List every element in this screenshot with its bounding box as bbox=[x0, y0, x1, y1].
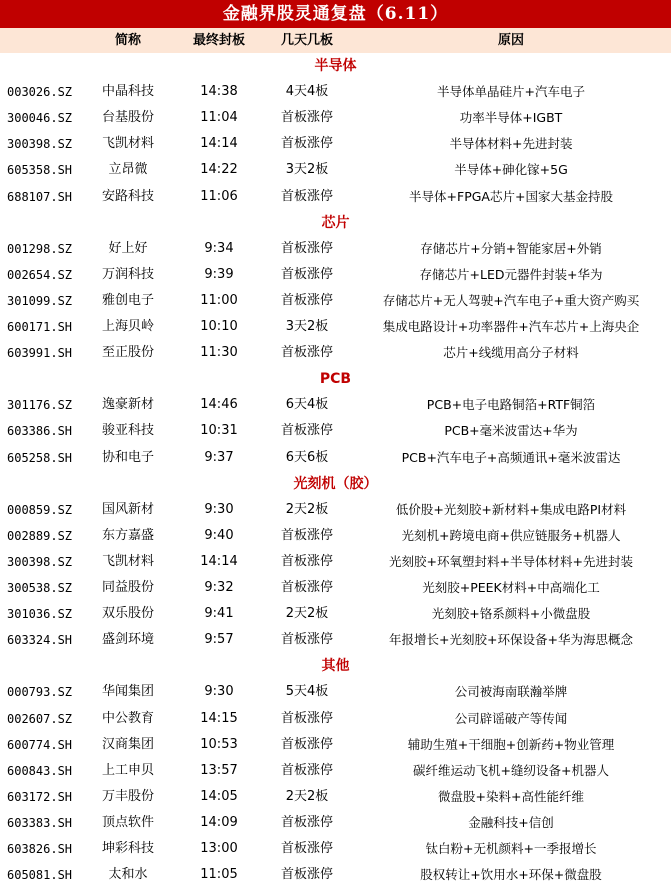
section-title: 光刻机（胶） bbox=[293, 475, 378, 492]
board-days: 首板涨停 bbox=[280, 266, 333, 282]
header-name: 简称 bbox=[114, 33, 141, 48]
stock-code: 300398.SZ bbox=[7, 554, 73, 569]
board-days: 6天6板 bbox=[285, 449, 329, 465]
stock-code: 603324.SH bbox=[7, 633, 73, 648]
stock-code: 688107.SH bbox=[7, 189, 73, 204]
reason-text: 辅助生殖+干细胞+创新药+物业管理 bbox=[407, 736, 615, 752]
seal-time: 11:30 bbox=[200, 345, 238, 361]
reason-text: PCB+汽车电子+高频通讯+毫米波雷达 bbox=[401, 449, 621, 465]
reason-text: 光刻胶+PEEK材料+中高端化工 bbox=[422, 580, 600, 595]
seal-time: 13:00 bbox=[200, 841, 238, 856]
stock-code: 000859.SZ bbox=[7, 502, 73, 517]
reason-text: 半导体+砷化镓+5G bbox=[454, 162, 568, 178]
board-days: 首板涨停 bbox=[280, 240, 333, 256]
table-row bbox=[0, 79, 671, 105]
board-days: 2天2板 bbox=[285, 606, 329, 622]
seal-time: 14:38 bbox=[200, 84, 238, 100]
header-days: 几天几板 bbox=[280, 33, 333, 48]
board-days: 首板涨停 bbox=[280, 188, 333, 204]
board-days: 4天4板 bbox=[285, 84, 329, 100]
board-days: 首板涨停 bbox=[280, 580, 333, 595]
table-row bbox=[0, 236, 671, 262]
table-row bbox=[0, 862, 671, 888]
reason-text: 集成电路设计+功率器件+汽车芯片+上海央企 bbox=[382, 319, 640, 334]
reason-text: 光刻机+跨境电商+供应链服务+机器人 bbox=[401, 527, 621, 543]
section-title: 其他 bbox=[321, 658, 350, 675]
table-row bbox=[0, 288, 671, 314]
table-row bbox=[0, 445, 671, 471]
reason-text: 半导体材料+先进封装 bbox=[449, 136, 573, 152]
seal-time: 9:41 bbox=[204, 606, 234, 622]
seal-time: 9:34 bbox=[204, 240, 234, 256]
seal-time: 11:04 bbox=[200, 110, 238, 126]
stock-name: 安路科技 bbox=[101, 188, 154, 204]
board-days: 首板涨停 bbox=[280, 814, 333, 830]
stock-name: 雅创电子 bbox=[101, 292, 154, 308]
stock-name: 立昂微 bbox=[108, 162, 148, 178]
seal-time: 9:57 bbox=[204, 632, 234, 648]
stock-name: 华闻集团 bbox=[101, 684, 154, 700]
board-days: 首板涨停 bbox=[280, 423, 333, 439]
stock-code: 002607.SZ bbox=[7, 711, 73, 726]
table-row bbox=[0, 418, 671, 444]
reason-text: 存储芯片+无人驾驶+汽车电子+重大资产购买 bbox=[382, 292, 640, 308]
seal-time: 14:46 bbox=[200, 397, 238, 413]
stock-name: 东方嘉盛 bbox=[101, 527, 154, 543]
stock-code: 603991.SH bbox=[7, 346, 73, 361]
table-row bbox=[0, 732, 671, 758]
section-title: PCB bbox=[319, 371, 352, 388]
stock-code: 600843.SH bbox=[7, 763, 73, 778]
stock-name: 双乐股份 bbox=[101, 606, 154, 622]
table-row bbox=[0, 157, 671, 183]
stock-code: 301099.SZ bbox=[7, 293, 73, 308]
table-row bbox=[0, 706, 671, 732]
seal-time: 11:00 bbox=[200, 292, 238, 308]
board-days: 2天2板 bbox=[285, 501, 329, 517]
table-row bbox=[0, 784, 671, 810]
board-days: 首板涨停 bbox=[280, 632, 333, 648]
section-title: 半导体 bbox=[314, 58, 357, 74]
stock-name: 台基股份 bbox=[101, 110, 154, 126]
seal-time: 14:14 bbox=[200, 553, 238, 569]
seal-time: 14:15 bbox=[200, 710, 238, 726]
reason-text: 光刻胶+铬系颜料+小微盘股 bbox=[431, 606, 591, 622]
seal-time: 14:22 bbox=[200, 162, 238, 178]
board-days: 首板涨停 bbox=[280, 762, 333, 778]
board-days: 2天2板 bbox=[285, 788, 329, 804]
stock-code: 603826.SH bbox=[7, 842, 73, 856]
stock-code: 603386.SH bbox=[7, 424, 73, 439]
stock-name: 万润科技 bbox=[101, 266, 154, 282]
header-time: 最终封板 bbox=[192, 33, 245, 48]
seal-time: 9:39 bbox=[204, 266, 234, 282]
seal-time: 10:10 bbox=[200, 319, 238, 334]
board-days: 首板涨停 bbox=[280, 345, 333, 361]
board-days: 首板涨停 bbox=[280, 553, 333, 569]
table-row bbox=[0, 549, 671, 575]
reason-text: 芯片+线缆用高分子材料 bbox=[443, 345, 579, 361]
seal-time: 9:40 bbox=[204, 527, 234, 543]
reason-text: 存储芯片+分销+智能家居+外销 bbox=[420, 240, 602, 256]
table-row bbox=[0, 836, 671, 862]
stock-code: 003026.SZ bbox=[7, 85, 73, 100]
header-reason: 原因 bbox=[497, 33, 524, 48]
seal-time: 10:53 bbox=[200, 736, 238, 752]
stock-name: 骏亚科技 bbox=[101, 423, 154, 439]
table-row bbox=[0, 262, 671, 288]
seal-time: 9:37 bbox=[204, 449, 234, 465]
reason-text: 金融科技+信创 bbox=[468, 814, 554, 830]
reason-text: 年报增长+光刻胶+环保设备+华为海思概念 bbox=[389, 632, 633, 648]
table-row bbox=[0, 340, 671, 366]
board-days: 首板涨停 bbox=[280, 292, 333, 308]
stock-code: 301176.SZ bbox=[7, 398, 73, 413]
stock-code: 300398.SZ bbox=[7, 137, 73, 152]
seal-time: 9:30 bbox=[204, 684, 234, 700]
seal-time: 11:06 bbox=[200, 188, 238, 204]
reason-text: 低价股+光刻胶+新材料+集成电路PI材料 bbox=[395, 501, 627, 517]
seal-time: 14:05 bbox=[200, 788, 238, 804]
stock-name: 中晶科技 bbox=[101, 84, 154, 100]
stock-name: 飞凯材料 bbox=[101, 553, 154, 569]
stock-name: 太和水 bbox=[108, 867, 148, 883]
table-row bbox=[0, 523, 671, 549]
table-row bbox=[0, 758, 671, 784]
reason-text: 股权转让+饮用水+环保+微盘股 bbox=[420, 867, 602, 883]
stock-code: 605081.SH bbox=[7, 868, 73, 883]
stock-name: 协和电子 bbox=[101, 449, 154, 465]
stock-code: 002889.SZ bbox=[7, 528, 73, 543]
reason-text: 钛白粉+无机颜料+一季报增长 bbox=[425, 841, 597, 856]
table-row bbox=[0, 314, 671, 340]
stock-name: 逸豪新材 bbox=[101, 397, 154, 413]
table-row bbox=[0, 810, 671, 836]
stock-code: 300046.SZ bbox=[7, 111, 73, 126]
seal-time: 9:30 bbox=[204, 501, 234, 517]
reason-text: 公司被海南联瀚举牌 bbox=[454, 684, 568, 700]
table-row bbox=[0, 184, 671, 210]
table-row bbox=[0, 392, 671, 418]
page-title: 金融界股灵通复盘（6.11） bbox=[0, 0, 671, 28]
board-days: 首板涨停 bbox=[280, 710, 333, 726]
reason-text: 碳纤维运动飞机+缝纫设备+机器人 bbox=[413, 762, 609, 778]
seal-time: 11:05 bbox=[200, 867, 238, 883]
stock-name: 好上好 bbox=[108, 240, 148, 256]
reason-text: 半导体+FPGA芯片+国家大基金持股 bbox=[409, 188, 613, 204]
stock-code: 002654.SZ bbox=[7, 267, 73, 282]
stock-name: 汉商集团 bbox=[101, 736, 154, 752]
stock-name: 盛剑环境 bbox=[101, 632, 154, 648]
table-header bbox=[0, 28, 671, 53]
reason-text: PCB+电子电路铜箔+RTF铜箔 bbox=[426, 397, 596, 413]
table-row bbox=[0, 679, 671, 705]
stock-code: 600171.SH bbox=[7, 320, 73, 334]
stock-name: 国风新材 bbox=[101, 501, 154, 517]
board-days: 首板涨停 bbox=[280, 841, 333, 856]
reason-text: 功率半导体+IGBT bbox=[459, 110, 563, 126]
stock-code: 603383.SH bbox=[7, 815, 73, 830]
stock-name: 同益股份 bbox=[101, 580, 154, 595]
board-days: 首板涨停 bbox=[280, 867, 333, 883]
board-days: 3天2板 bbox=[285, 319, 329, 334]
stock-code: 001298.SZ bbox=[7, 241, 73, 256]
stock-name: 中公教育 bbox=[101, 710, 154, 726]
seal-time: 9:32 bbox=[204, 580, 234, 595]
table-row bbox=[0, 105, 671, 131]
stock-code: 600774.SH bbox=[7, 737, 73, 752]
seal-time: 14:09 bbox=[200, 814, 238, 830]
board-days: 3天2板 bbox=[285, 162, 329, 178]
table-row bbox=[0, 497, 671, 523]
stock-code: 300538.SZ bbox=[7, 581, 73, 595]
reason-text: 微盘股+染料+高性能纤维 bbox=[438, 788, 584, 804]
board-days: 首板涨停 bbox=[280, 136, 333, 152]
board-days: 6天4板 bbox=[285, 397, 329, 413]
stock-code: 605358.SH bbox=[7, 163, 73, 178]
stock-name: 坤彩科技 bbox=[101, 841, 154, 856]
reason-text: PCB+毫米波雷达+华为 bbox=[444, 423, 578, 439]
reason-text: 半导体单晶硅片+汽车电子 bbox=[437, 84, 585, 100]
stock-name: 上工申贝 bbox=[101, 762, 154, 778]
stock-code: 605258.SH bbox=[7, 450, 73, 465]
reason-text: 存储芯片+LED元器件封装+华为 bbox=[419, 266, 603, 282]
stock-code: 000793.SZ bbox=[7, 685, 73, 700]
stock-name: 至正股份 bbox=[101, 345, 154, 361]
seal-time: 10:31 bbox=[200, 423, 238, 439]
board-days: 5天4板 bbox=[285, 684, 329, 700]
stock-name: 万丰股份 bbox=[101, 788, 154, 804]
stock-code: 603172.SH bbox=[7, 789, 73, 804]
table-row bbox=[0, 601, 671, 627]
reason-text: 光刻胶+环氧塑封料+半导体材料+先进封装 bbox=[389, 553, 633, 569]
board-days: 首板涨停 bbox=[280, 527, 333, 543]
stock-name: 上海贝岭 bbox=[101, 319, 154, 334]
table-row bbox=[0, 131, 671, 157]
section-title: 芯片 bbox=[321, 214, 350, 231]
board-days: 首板涨停 bbox=[280, 110, 333, 126]
stock-name: 飞凯材料 bbox=[101, 136, 154, 152]
stock-name: 顶点软件 bbox=[101, 814, 154, 830]
stock-code: 301036.SZ bbox=[7, 607, 73, 622]
table-row bbox=[0, 627, 671, 653]
seal-time: 14:14 bbox=[200, 136, 238, 152]
reason-text: 公司辟谣破产等传闻 bbox=[454, 710, 568, 726]
table-row bbox=[0, 575, 671, 601]
board-days: 首板涨停 bbox=[280, 736, 333, 752]
seal-time: 13:57 bbox=[200, 762, 238, 778]
